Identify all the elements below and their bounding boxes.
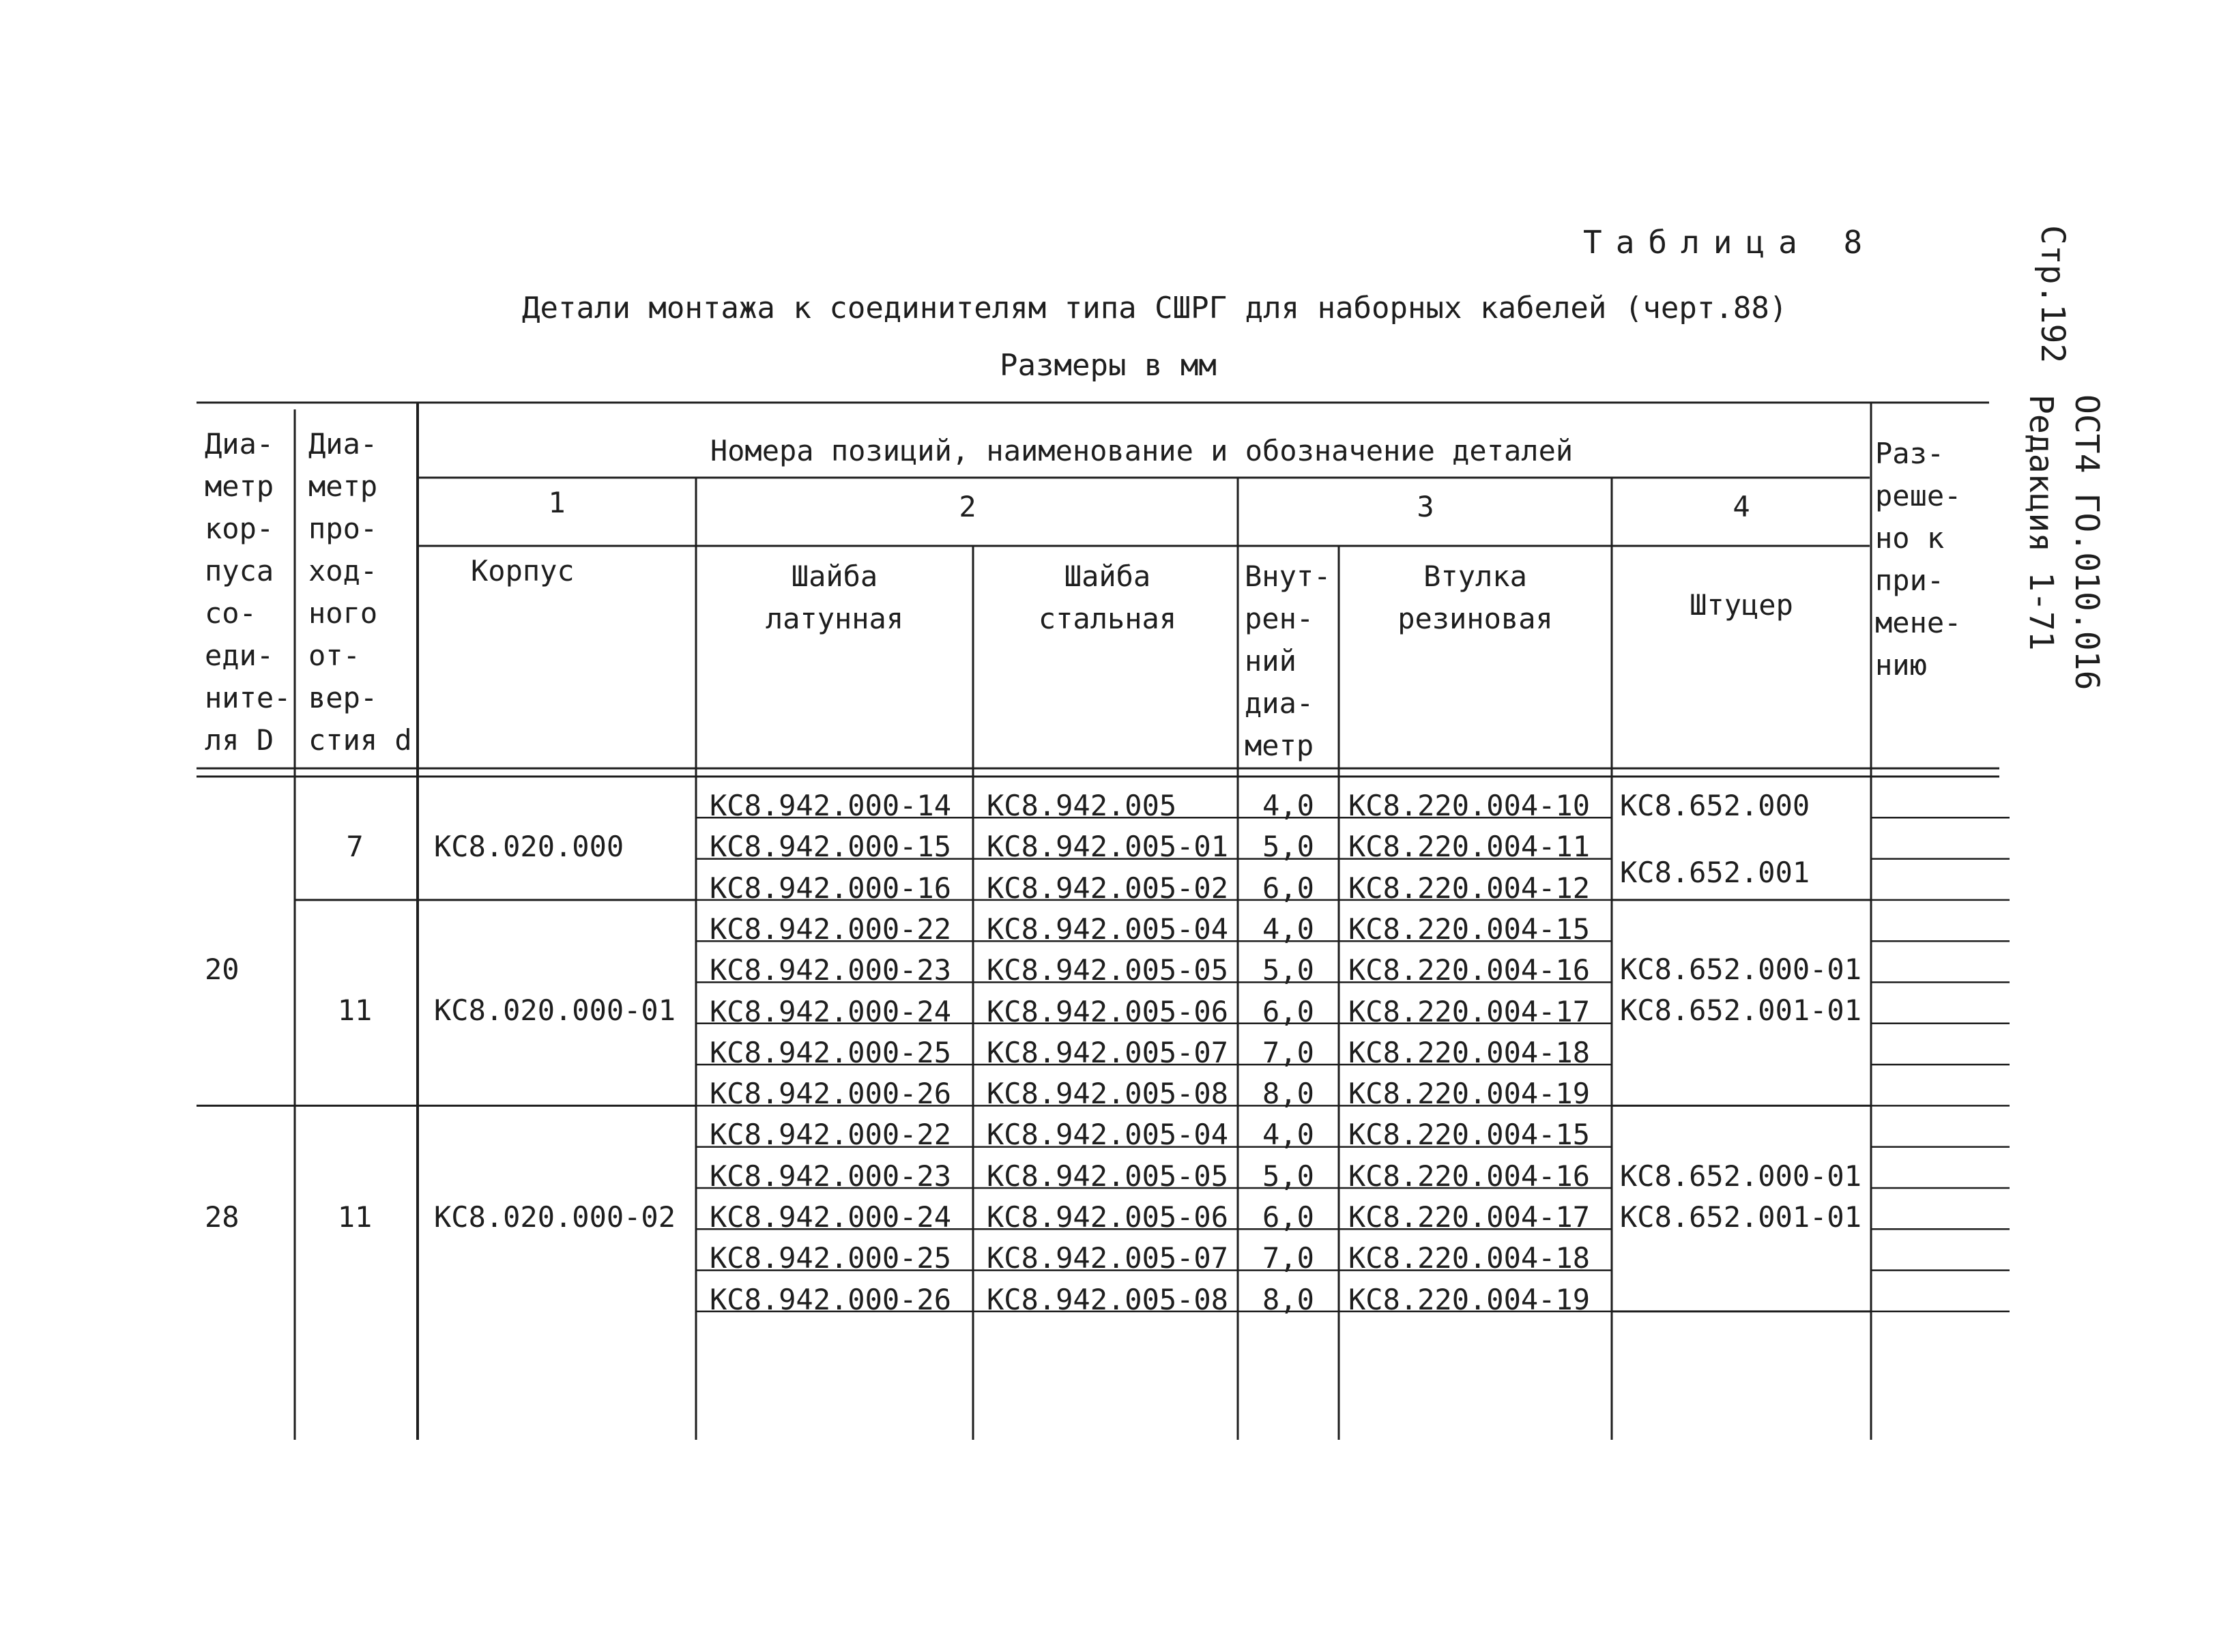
rubber-sleeve-code: КС8.220.004-16 xyxy=(1348,1159,1591,1193)
brass-washer-code: КС8.942.000-26 xyxy=(710,1282,952,1316)
rubber-sleeve-code: КС8.220.004-16 xyxy=(1348,953,1591,987)
fitting-value: КС8.652.001 xyxy=(1620,856,1810,889)
hole-diameter-11-b: 11 xyxy=(337,1200,373,1234)
inner-diameter-value: 4,0 xyxy=(1262,789,1314,822)
header-pos-3: 3 xyxy=(1417,490,1434,523)
rubber-sleeve-code: КС8.220.004-19 xyxy=(1348,1077,1591,1111)
steel-washer-code: КС8.942.005-05 xyxy=(987,953,1229,987)
header-fitting: Штуцер xyxy=(1690,588,1793,622)
brass-washer-code: КС8.942.000-24 xyxy=(710,994,952,1028)
brass-washer-code: КС8.942.000-23 xyxy=(710,1159,952,1193)
brass-washer-code: КС8.942.000-22 xyxy=(710,1118,952,1152)
brass-washer-code: КС8.942.000-23 xyxy=(710,953,952,987)
rubber-sleeve-code: КС8.220.004-12 xyxy=(1348,871,1591,905)
steel-washer-code: КС8.942.005-08 xyxy=(987,1077,1229,1111)
steel-washer-code: КС8.942.005-06 xyxy=(987,994,1229,1028)
rubber-sleeve-code: КС8.220.004-19 xyxy=(1348,1282,1591,1316)
document-code: ОСТ4 ГО.010.016 xyxy=(2068,394,2106,691)
units-note: Размеры в мм xyxy=(1000,348,1217,383)
brass-washer-code: КС8.942.000-24 xyxy=(710,1200,952,1234)
brass-washer-code: КС8.942.000-14 xyxy=(710,789,952,822)
steel-washer-code: КС8.942.005-04 xyxy=(987,1118,1229,1152)
rubber-sleeve-code: КС8.220.004-18 xyxy=(1348,1241,1591,1275)
rubber-sleeve-code: КС8.220.004-17 xyxy=(1348,1200,1591,1234)
steel-washer-code: КС8.942.005-05 xyxy=(987,1159,1229,1193)
brass-washer-code: КС8.942.000-25 xyxy=(710,1241,952,1275)
brass-washer-code: КС8.942.000-16 xyxy=(710,871,952,905)
header-korpus: Корпус xyxy=(471,554,575,588)
fitting-value: КС8.652.001-01 xyxy=(1620,994,1862,1027)
inner-diameter-value: 7,0 xyxy=(1262,1241,1314,1275)
inner-diameter-value: 8,0 xyxy=(1262,1282,1314,1316)
hole-diameter-11-a: 11 xyxy=(337,994,373,1027)
steel-washer-code: КС8.942.005-07 xyxy=(987,1241,1229,1275)
inner-diameter-value: 6,0 xyxy=(1262,1200,1314,1234)
fitting-value: КС8.652.000-01 xyxy=(1620,1159,1862,1193)
steel-washer-code: КС8.942.005-07 xyxy=(987,1035,1229,1069)
header-pos-1: 1 xyxy=(548,486,566,519)
brass-washer-code: КС8.942.000-26 xyxy=(710,1077,952,1111)
inner-diameter-value: 6,0 xyxy=(1262,994,1314,1028)
rubber-sleeve-code: КС8.220.004-11 xyxy=(1348,830,1591,864)
inner-diameter-value: 5,0 xyxy=(1262,1159,1314,1193)
steel-washer-code: КС8.942.005-01 xyxy=(987,830,1229,864)
header-rubber-sleeve: Втулка резиновая xyxy=(1397,560,1553,635)
header-group-title: Номера позиций, наименование и обозначение деталей xyxy=(710,434,1574,467)
table-label: Таблица 8 xyxy=(1583,224,1877,261)
inner-diameter-value: 4,0 xyxy=(1262,912,1314,946)
body-diameter-20: 20 xyxy=(205,953,240,986)
rubber-sleeve-code: КС8.220.004-10 xyxy=(1348,789,1591,822)
header-inner-diameter: Внут- рен- ний диа- метр xyxy=(1245,560,1331,762)
fitting-value: КС8.652.000 xyxy=(1620,789,1810,822)
korpus-value: КС8.020.000-01 xyxy=(434,994,676,1027)
header-pos-4: 4 xyxy=(1733,490,1750,523)
steel-washer-code: КС8.942.005-02 xyxy=(987,871,1229,905)
steel-washer-code: КС8.942.005-06 xyxy=(987,1200,1229,1234)
brass-washer-code: КС8.942.000-15 xyxy=(710,830,952,864)
page-number: Стр.192 xyxy=(2033,225,2072,364)
document-edition: Редакция 1-71 xyxy=(2022,394,2060,651)
inner-diameter-value: 8,0 xyxy=(1262,1077,1314,1111)
header-allowed: Раз- реше- но к при- мене- нию xyxy=(1875,437,1962,682)
brass-washer-code: КС8.942.000-25 xyxy=(710,1035,952,1069)
inner-diameter-value: 6,0 xyxy=(1262,871,1314,905)
body-diameter-28: 28 xyxy=(205,1200,240,1234)
steel-washer-code: КС8.942.005-04 xyxy=(987,912,1229,946)
brass-washer-code: КС8.942.000-22 xyxy=(710,912,952,946)
header-washer-brass: Шайба латунная xyxy=(765,560,904,635)
rubber-sleeve-code: КС8.220.004-15 xyxy=(1348,912,1591,946)
inner-diameter-value: 7,0 xyxy=(1262,1035,1314,1069)
header-pos-2: 2 xyxy=(959,490,976,523)
korpus-value: КС8.020.000-02 xyxy=(434,1200,676,1234)
fitting-value: КС8.652.001-01 xyxy=(1620,1200,1862,1234)
steel-washer-code: КС8.942.005 xyxy=(987,789,1177,822)
header-washer-steel: Шайба стальная xyxy=(1038,560,1177,635)
header-hole-diameter: Диа- метр про- ход- ного от- вер- стия d xyxy=(308,427,412,757)
rubber-sleeve-code: КС8.220.004-15 xyxy=(1348,1118,1591,1152)
inner-diameter-value: 5,0 xyxy=(1262,953,1314,987)
rubber-sleeve-code: КС8.220.004-18 xyxy=(1348,1035,1591,1069)
inner-diameter-value: 5,0 xyxy=(1262,830,1314,864)
fitting-value: КС8.652.000-01 xyxy=(1620,953,1862,986)
header-body-diameter: Диа- метр кор- пуса со- еди- ните- ля D xyxy=(205,427,291,757)
korpus-value: КС8.020.000 xyxy=(434,830,624,863)
table-caption: Детали монтажа к соединителям типа СШРГ для наборных кабелей (черт.88) xyxy=(522,291,1788,325)
inner-diameter-value: 4,0 xyxy=(1262,1118,1314,1152)
steel-washer-code: КС8.942.005-08 xyxy=(987,1282,1229,1316)
rubber-sleeve-code: КС8.220.004-17 xyxy=(1348,994,1591,1028)
hole-diameter-7: 7 xyxy=(346,830,364,863)
